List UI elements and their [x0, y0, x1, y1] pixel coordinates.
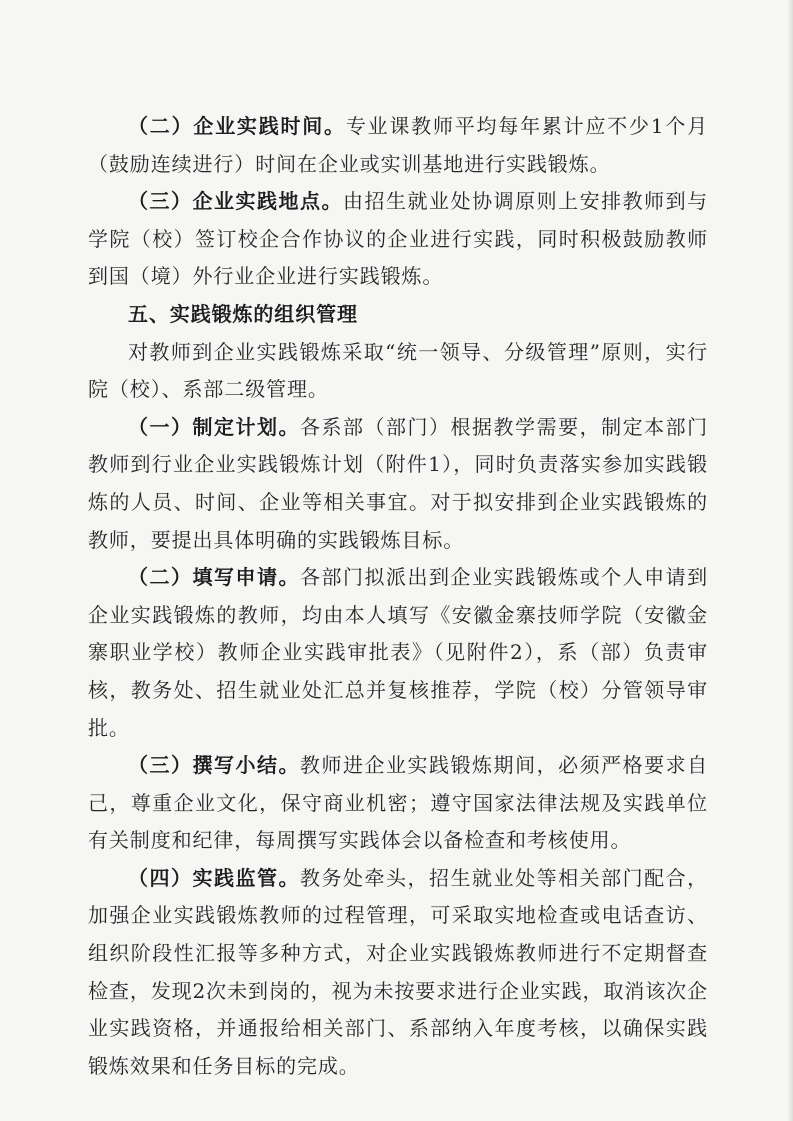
paragraph-text: 由招生就业处协调原则上安排教师到与学院（校）签订校企合作协议的企业进行实践，同时积极鼓励教师到国（境）外行业企业进行实践锻炼。	[88, 189, 709, 289]
paragraph-text: 对教师到企业实践锻炼采取“统一领导、分级管理”原则，实行院（校）、系部二级管理。	[88, 339, 708, 402]
paragraph-lead: （四）实践监管。	[128, 865, 301, 890]
paragraph-lead: （三）撰写小结。	[128, 753, 301, 778]
paragraph-lead: （二）填写申请。	[128, 565, 301, 590]
paragraph-text: 教务处牵头，招生就业处等相关部门配合，加强企业实践锻炼教师的过程管理，可采取实地检查或电话查访、组织阶段性汇报等多种方式，对企业实践锻炼教师进行不定期督查检查，发现2次未到岗的，视为未按要求进行企业实践，取消该次企业实践资格，并通报给相关部门、系部纳入年度考核，以确保实践锻炼效果和任务目标的完成。	[88, 865, 708, 1078]
paragraph-practice-location	[88, 183, 708, 296]
paragraph-write-summary	[88, 747, 708, 860]
paragraph-lead: （三）企业实践地点。	[128, 189, 344, 214]
paragraph-practice-time	[88, 108, 708, 183]
section-heading: 五、实践锻炼的组织管理	[128, 301, 358, 326]
paragraph-text: 各系部（部门）根据教学需要，制定本部门教师到行业企业实践锻炼计划（附件1），同时负责落实参加实践锻炼的人员、时间、企业等相关事宜。对于拟安排到企业实践锻炼的教师，要提出具体明确的实践锻炼目标。	[88, 414, 708, 552]
paragraph-text: 教师进企业实践锻炼期间，必须严格要求自己，尊重企业文化，保守商业机密；遵守国家法律法规及实践单位有关制度和纪律，每周撰写实践体会以备检查和考核使用。	[88, 753, 708, 853]
paragraph-fill-application	[88, 559, 708, 747]
paragraph-lead: （二）企业实践时间。	[128, 114, 346, 138]
paragraph-text: 专业课教师平均每年累计应不少1个月（鼓励连续进行）时间在企业或实训基地进行实践锻炼。	[88, 114, 709, 176]
paragraph-text: 各部门拟派出到企业实践锻炼或个人申请到企业实践锻炼的教师，均由本人填写《安徽金寨技师学院（安徽金寨职业学校）教师企业实践审批表》（见附件2），系（部）负责审核，教务处、招生就业处汇总并复核推荐，学院（校）分管领导审批。	[88, 565, 708, 740]
paragraph-make-plan	[88, 409, 708, 559]
page-edge-shadow	[787, 0, 793, 1121]
paragraph-supervision	[88, 860, 708, 1086]
document-body	[88, 108, 708, 1085]
paragraph-management-principle	[88, 334, 708, 409]
paragraph-lead: （一）制定计划。	[128, 414, 301, 439]
